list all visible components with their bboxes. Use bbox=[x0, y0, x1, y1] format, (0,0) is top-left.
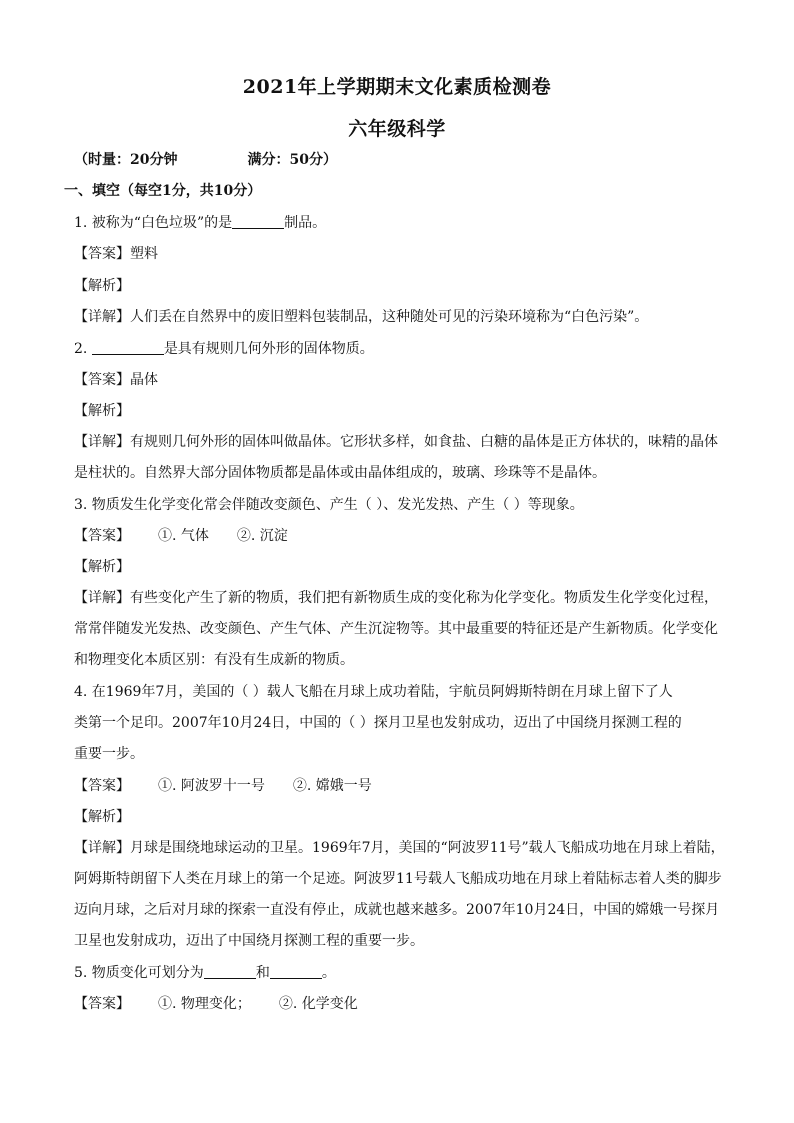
question-2: 2. 是具有规则几何外形的固体物质。 bbox=[74, 341, 374, 357]
exam-title: 2021年上学期期末文化素质检测卷 bbox=[242, 76, 552, 98]
detail-4b: 阿姆斯特朗留下人类在月球上的第一个足迹。阿波罗11号载人飞船成功地在月球上着陆标志着人类的脚步 bbox=[74, 871, 722, 887]
analysis-1: 【解析】 bbox=[74, 278, 130, 294]
answer-2: 【答案】晶体 bbox=[74, 372, 158, 388]
detail-1: 【详解】人们丢在自然界中的废旧塑料包装制品，这种随处可见的污染环境称为“白色污染”。 bbox=[74, 309, 649, 325]
analysis-3: 【解析】 bbox=[74, 559, 130, 575]
question-3: 3. 物质发生化学变化常会伴随改变颜色、产生（ ）、发光发热、产生（ ）等现象。 bbox=[74, 497, 584, 513]
question-1: 1. 被称为“白色垃圾”的是 制品。 bbox=[74, 215, 327, 231]
answer-4: 【答案】 ①. 阿波罗十一号 ②. 嫦娥一号 bbox=[74, 778, 372, 794]
exam-subtitle: 六年级科学 bbox=[348, 118, 446, 140]
detail-2b: 是柱状的。自然界大部分固体物质都是晶体或由晶体组成的，玻璃、珍珠等不是晶体。 bbox=[74, 465, 606, 481]
exam-meta bbox=[74, 150, 337, 170]
question-4c: 重要一步。 bbox=[74, 746, 144, 762]
question-4a: 4. 在1969年7月，美国的（ ）载人飞船在月球上成功着陆，宇航员阿姆斯特朗在月球上留下了人 bbox=[74, 684, 673, 700]
answer-blank bbox=[270, 964, 322, 979]
section-heading: 一、填空（每空1分，共10分） bbox=[64, 183, 262, 199]
detail-3a: 【详解】有些变化产生了新的物质，我们把有新物质生成的变化称为化学变化。物质发生化学变化过程， bbox=[74, 590, 718, 606]
answer-blank bbox=[232, 214, 284, 229]
detail-4c: 迈向月球，之后对月球的探索一直没有停止，成就也越来越多。2007年10月24日，中国的嫦娥一号探月 bbox=[74, 902, 720, 918]
answer-blank bbox=[204, 964, 256, 979]
answer-blank bbox=[92, 340, 164, 355]
score-label: 满分：50分） bbox=[247, 152, 337, 168]
answer-3: 【答案】 ①. 气体 ②. 沉淀 bbox=[74, 528, 288, 544]
detail-3b: 常常伴随发光发热、改变颜色、产生气体、产生沉淀物等。其中最重要的特征还是产生新物质。化学变化 bbox=[74, 621, 718, 637]
analysis-4: 【解析】 bbox=[74, 809, 130, 825]
answer-5: 【答案】 ①. 物理变化； ②. 化学变化 bbox=[74, 996, 358, 1012]
time-label: （时量：20分钟 bbox=[74, 152, 178, 168]
detail-4a: 【详解】月球是围绕地球运动的卫星。1969年7月，美国的“阿波罗11号”载人飞船成功地在月球上着陆， bbox=[74, 840, 725, 856]
detail-2a: 【详解】有规则几何外形的固体叫做晶体。它形状多样，如食盐、白糖的晶体是正方体状的，味精的晶体 bbox=[74, 434, 718, 450]
detail-3c: 和物理变化本质区别：有没有生成新的物质。 bbox=[74, 652, 354, 668]
question-5: 5. 物质变化可划分为 和 。 bbox=[74, 965, 336, 981]
question-4b: 类第一个足印。2007年10月24日，中国的（ ）探月卫星也发射成功，迈出了中国绕月探测工程的 bbox=[74, 715, 682, 731]
answer-1: 【答案】塑料 bbox=[74, 246, 158, 262]
analysis-2: 【解析】 bbox=[74, 403, 130, 419]
detail-4d: 卫星也发射成功，迈出了中国绕月探测工程的重要一步。 bbox=[74, 933, 424, 949]
